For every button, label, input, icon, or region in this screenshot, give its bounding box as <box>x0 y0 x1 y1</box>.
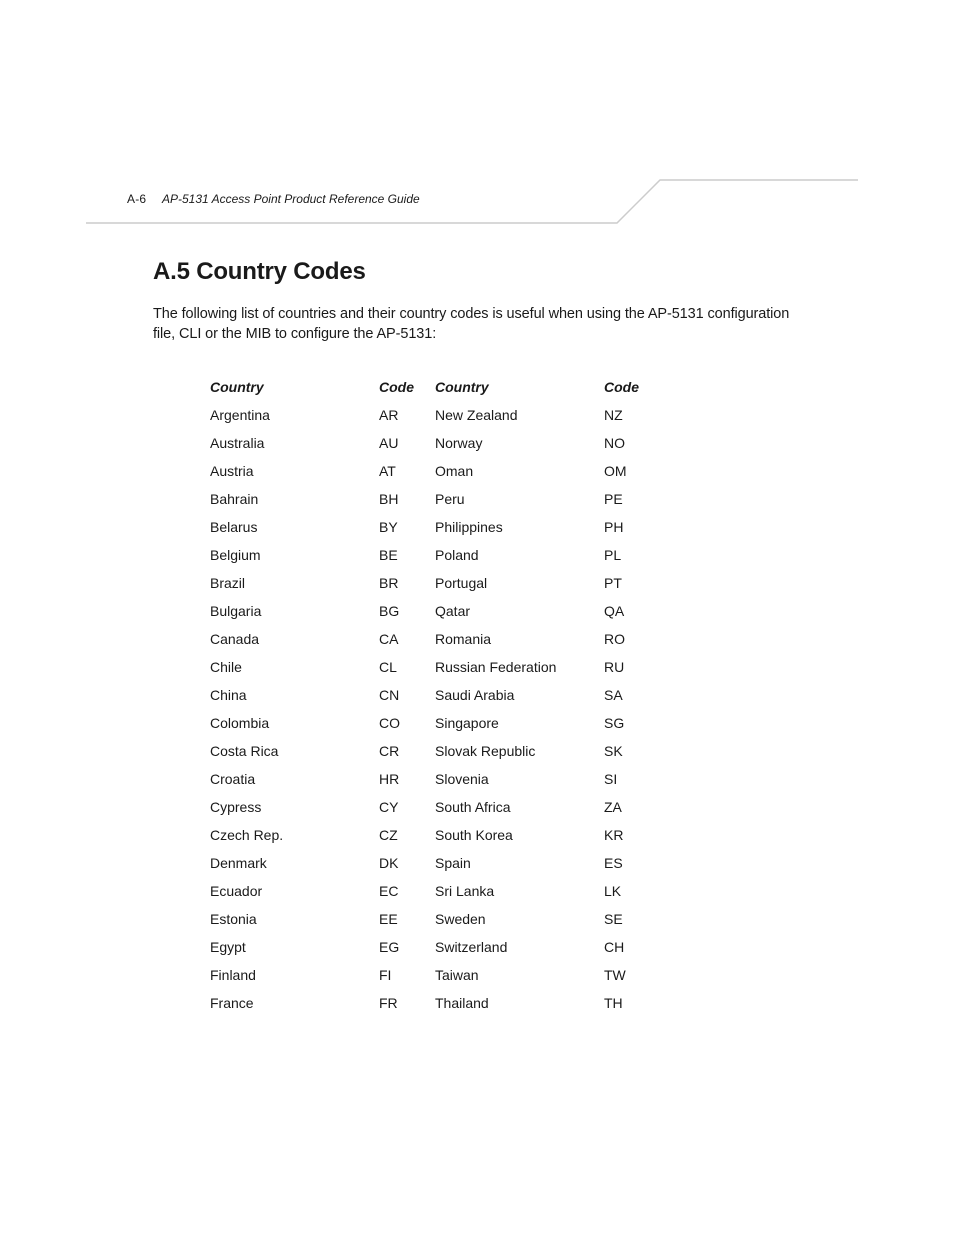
code-cell: SA <box>604 687 623 703</box>
code-cell: CH <box>604 939 625 955</box>
table-row <box>210 569 654 597</box>
code-cell: BR <box>379 575 399 591</box>
country-cell: South Africa <box>435 799 511 815</box>
code-cell: FI <box>379 967 392 983</box>
code-cell: RU <box>604 659 625 675</box>
country-cell: Philippines <box>435 519 503 535</box>
table-row <box>210 821 654 849</box>
code-cell: BH <box>379 491 399 507</box>
table-row <box>210 961 654 989</box>
code-cell: CR <box>379 743 400 759</box>
code-cell: NZ <box>604 407 623 423</box>
country-cell: Bahrain <box>210 491 259 507</box>
country-cell: Belgium <box>210 547 261 563</box>
code-cell: AR <box>379 407 399 423</box>
country-cell: Austria <box>210 463 254 479</box>
country-cell: Colombia <box>210 715 270 731</box>
country-cell: Switzerland <box>435 939 508 955</box>
country-cell: Costa Rica <box>210 743 279 759</box>
country-cell: Canada <box>210 631 260 647</box>
table-row <box>210 541 654 569</box>
code-cell: RO <box>604 631 625 647</box>
country-cell: Slovak Republic <box>435 743 536 759</box>
country-cell: Denmark <box>210 855 267 871</box>
code-cell: OM <box>604 463 627 479</box>
column-header-code: Code <box>379 379 414 395</box>
code-cell: TH <box>604 995 623 1011</box>
table-row <box>210 681 654 709</box>
country-cell: Saudi Arabia <box>435 687 515 703</box>
code-cell: CL <box>379 659 397 675</box>
table-row <box>210 793 654 821</box>
country-cell: Egypt <box>210 939 246 955</box>
country-cell: South Korea <box>435 827 513 843</box>
table-row <box>210 737 654 765</box>
country-code-table <box>210 373 654 1017</box>
table-row <box>210 849 654 877</box>
table-row <box>210 877 654 905</box>
code-cell: BY <box>379 519 398 535</box>
code-cell: DK <box>379 855 399 871</box>
table-row <box>210 653 654 681</box>
code-cell: EG <box>379 939 400 955</box>
table-row <box>210 457 654 485</box>
country-cell: Czech Rep. <box>210 827 284 843</box>
code-cell: CZ <box>379 827 398 843</box>
country-cell: Thailand <box>435 995 489 1011</box>
code-cell: SK <box>604 743 623 759</box>
table-header-row <box>210 373 654 401</box>
country-cell: Ecuador <box>210 883 263 899</box>
country-cell: China <box>210 687 247 703</box>
country-cell: Portugal <box>435 575 488 591</box>
country-cell: Norway <box>435 435 483 451</box>
code-cell: PE <box>604 491 623 507</box>
page-number: A-6 <box>127 192 147 206</box>
code-cell: SI <box>604 771 618 787</box>
country-cell: Sri Lanka <box>435 883 495 899</box>
code-cell: TW <box>604 967 626 983</box>
table-row <box>210 597 654 625</box>
code-cell: CA <box>379 631 399 647</box>
code-cell: PT <box>604 575 622 591</box>
country-cell: Singapore <box>435 715 499 731</box>
country-cell: Oman <box>435 463 474 479</box>
table-row <box>210 709 654 737</box>
code-cell: HR <box>379 771 400 787</box>
country-cell: Slovenia <box>435 771 489 787</box>
running-title: AP-5131 Access Point Product Reference Guide <box>162 192 420 206</box>
code-cell: CN <box>379 687 400 703</box>
code-cell: AT <box>379 463 396 479</box>
table-row <box>210 933 654 961</box>
country-cell: Taiwan <box>435 967 479 983</box>
country-cell: Poland <box>435 547 479 563</box>
table-row <box>210 401 654 429</box>
table-row <box>210 625 654 653</box>
section-title: A.5 Country Codes <box>153 258 366 285</box>
country-cell: Bulgaria <box>210 603 262 619</box>
code-cell: CO <box>379 715 400 731</box>
country-cell: Croatia <box>210 771 256 787</box>
code-cell: EC <box>379 883 399 899</box>
country-cell: Qatar <box>435 603 471 619</box>
country-cell: Cypress <box>210 799 262 815</box>
code-cell: FR <box>379 995 398 1011</box>
code-cell: QA <box>604 603 625 619</box>
country-cell: Estonia <box>210 911 257 927</box>
country-cell: France <box>210 995 254 1011</box>
column-header-country: Country <box>210 379 264 395</box>
code-cell: NO <box>604 435 625 451</box>
code-cell: BG <box>379 603 400 619</box>
code-cell: ES <box>604 855 623 871</box>
column-header-code: Code <box>604 379 639 395</box>
column-header-country: Country <box>435 379 489 395</box>
country-cell: Brazil <box>210 575 246 591</box>
code-cell: SG <box>604 715 625 731</box>
country-cell: Sweden <box>435 911 486 927</box>
code-cell: AU <box>379 435 399 451</box>
code-cell: KR <box>604 827 624 843</box>
country-cell: Romania <box>435 631 492 647</box>
code-cell: BE <box>379 547 398 563</box>
country-cell: Spain <box>435 855 471 871</box>
country-cell: Russian Federation <box>435 659 557 675</box>
country-cell: Belarus <box>210 519 258 535</box>
code-cell: CY <box>379 799 399 815</box>
table-body <box>210 401 654 1017</box>
country-cell: Peru <box>435 491 465 507</box>
code-cell: SE <box>604 911 623 927</box>
code-cell: LK <box>604 883 622 899</box>
table-row <box>210 905 654 933</box>
table-row <box>210 765 654 793</box>
table-row <box>210 485 654 513</box>
country-cell: Argentina <box>210 407 270 423</box>
table-row <box>210 429 654 457</box>
code-cell: EE <box>379 911 398 927</box>
country-cell: Australia <box>210 435 265 451</box>
code-cell: ZA <box>604 799 622 815</box>
table-row <box>210 989 654 1017</box>
country-cell: New Zealand <box>435 407 518 423</box>
code-cell: PH <box>604 519 624 535</box>
intro-paragraph: The following list of countries and their country codes is useful when using the AP-5131 configuration file, CLI or the MIB to configure the AP-5131: <box>153 306 790 342</box>
table-row <box>210 513 654 541</box>
country-cell: Chile <box>210 659 242 675</box>
country-cell: Finland <box>210 967 256 983</box>
code-cell: PL <box>604 547 622 563</box>
